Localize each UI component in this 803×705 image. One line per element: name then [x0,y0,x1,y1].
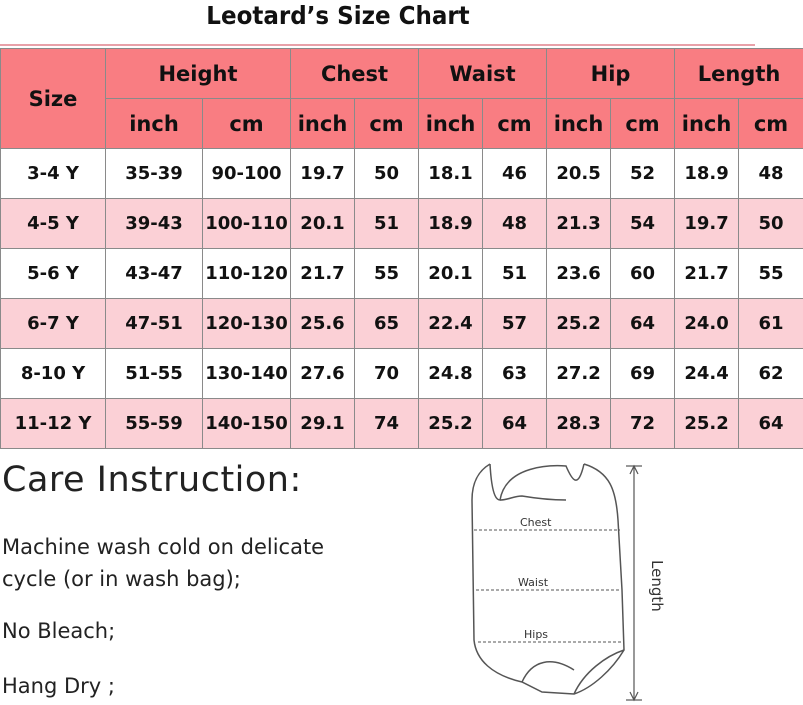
value-cell: 62 [739,349,803,399]
value-cell: 47-51 [106,299,203,349]
value-cell: 18.9 [675,149,739,199]
chest-label: Chest [520,516,552,529]
value-cell: 24.4 [675,349,739,399]
value-cell: 55-59 [106,399,203,449]
value-cell: 50 [355,149,419,199]
value-cell: 18.1 [419,149,483,199]
length-arrow [626,466,642,700]
value-cell: 29.1 [291,399,355,449]
size-cell: 8-10 Y [1,349,106,399]
value-cell: 48 [483,199,547,249]
value-cell: 63 [483,349,547,399]
chest-header: Chest [291,49,419,99]
hip-header: Hip [547,49,675,99]
value-cell: 43-47 [106,249,203,299]
value-cell: 51 [483,249,547,299]
hips-label: Hips [524,628,549,641]
unit-inch: inch [106,99,203,149]
care-line: No Bleach; [2,619,116,643]
value-cell: 28.3 [547,399,611,449]
care-line: Hang Dry ; [2,674,115,698]
unit-inch: inch [291,99,355,149]
value-cell: 54 [611,199,675,249]
value-cell: 24.8 [419,349,483,399]
value-cell: 52 [611,149,675,199]
table-row [1,249,803,299]
size-chart-table [0,48,803,449]
value-cell: 25.2 [675,399,739,449]
unit-cm: cm [355,99,419,149]
value-cell: 69 [611,349,675,399]
value-cell: 19.7 [675,199,739,249]
value-cell: 23.6 [547,249,611,299]
table-row [1,299,803,349]
care-title: Care Instruction: [2,460,302,500]
value-cell: 51-55 [106,349,203,399]
value-cell: 21.7 [291,249,355,299]
value-cell: 120-130 [203,299,291,349]
value-cell: 25.2 [547,299,611,349]
value-cell: 39-43 [106,199,203,249]
chart-title: Leotard’s Size Chart [206,1,470,30]
size-cell: 3-4 Y [1,149,106,199]
care-line: Machine wash cold on delicate [2,535,325,559]
value-cell: 100-110 [203,199,291,249]
value-cell: 25.2 [419,399,483,449]
value-cell: 25.6 [291,299,355,349]
value-cell: 19.7 [291,149,355,199]
value-cell: 20.1 [291,199,355,249]
value-cell: 57 [483,299,547,349]
value-cell: 21.3 [547,199,611,249]
table-row [1,199,803,249]
value-cell: 35-39 [106,149,203,199]
value-cell: 24.0 [675,299,739,349]
value-cell: 22.4 [419,299,483,349]
title-divider [0,44,755,46]
size-header: Size [1,49,106,149]
value-cell: 110-120 [203,249,291,299]
size-cell: 11-12 Y [1,399,106,449]
value-cell: 55 [355,249,419,299]
unit-inch: inch [547,99,611,149]
value-cell: 64 [739,399,803,449]
size-cell: 5-6 Y [1,249,106,299]
value-cell: 140-150 [203,399,291,449]
value-cell: 51 [355,199,419,249]
value-cell: 65 [355,299,419,349]
value-cell: 21.7 [675,249,739,299]
value-cell: 50 [739,199,803,249]
length-header: Length [675,49,803,99]
value-cell: 48 [739,149,803,199]
value-cell: 60 [611,249,675,299]
value-cell: 20.5 [547,149,611,199]
value-cell: 64 [611,299,675,349]
table-row [1,399,803,449]
table-row [1,149,803,199]
waist-label: Waist [518,576,549,589]
value-cell: 27.2 [547,349,611,399]
value-cell: 55 [739,249,803,299]
waist-header: Waist [419,49,547,99]
unit-cm: cm [203,99,291,149]
size-rows [1,149,803,449]
value-cell: 130-140 [203,349,291,399]
value-cell: 27.6 [291,349,355,399]
table-row [1,349,803,399]
value-cell: 90-100 [203,149,291,199]
unit-inch: inch [419,99,483,149]
unit-cm: cm [483,99,547,149]
unit-cm: cm [739,99,803,149]
height-header: Height [106,49,291,99]
length-label: Length [648,560,666,612]
value-cell: 61 [739,299,803,349]
value-cell: 20.1 [419,249,483,299]
unit-cm: cm [611,99,675,149]
value-cell: 74 [355,399,419,449]
care-line: cycle (or in wash bag); [2,567,241,591]
size-cell: 4-5 Y [1,199,106,249]
leotard-diagram [462,460,682,705]
value-cell: 72 [611,399,675,449]
value-cell: 46 [483,149,547,199]
unit-inch: inch [675,99,739,149]
value-cell: 64 [483,399,547,449]
value-cell: 18.9 [419,199,483,249]
size-cell: 6-7 Y [1,299,106,349]
value-cell: 70 [355,349,419,399]
